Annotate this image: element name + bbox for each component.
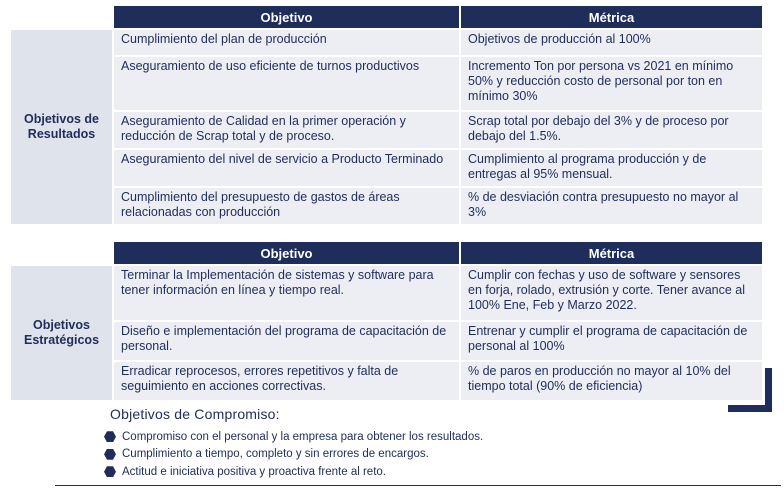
metrica-cell: % de paros en producción no mayor al 10% del tiempo total (90% de eficiencia) bbox=[461, 362, 762, 400]
metrica-cell: Scrap total por debajo del 3% y de proceso por debajo del 1.5%. bbox=[461, 112, 762, 148]
table-row bbox=[11, 322, 762, 360]
table-row bbox=[11, 30, 762, 55]
strategic-objectives-table bbox=[9, 240, 764, 402]
list-item bbox=[104, 463, 604, 481]
metrica-cell: Entrenar y cumplir el programa de capacitación de personal al 100% bbox=[461, 322, 762, 360]
category-objetivos-resultados: Objetivos de Resultados bbox=[11, 30, 112, 224]
commitment-item-text: Cumplimiento a tiempo, completo y sin errores de encargos. bbox=[122, 448, 429, 461]
bottom-divider bbox=[55, 485, 781, 486]
table-row bbox=[11, 57, 762, 110]
hexagon-bullet-icon bbox=[104, 431, 116, 442]
objetivo-cell: Aseguramiento de uso eficiente de turnos productivos bbox=[114, 57, 459, 110]
metrica-cell: Incremento Ton por persona vs 2021 en mínimo 50% y reducción costo de personal por ton en mínimo 30% bbox=[461, 57, 762, 110]
table-row bbox=[11, 266, 762, 320]
table-header bbox=[11, 6, 762, 28]
hexagon-bullet-icon bbox=[104, 449, 116, 460]
objetivo-cell: Terminar la Implementación de sistemas y software para tener información en línea y tiempo real. bbox=[114, 266, 459, 320]
table-row bbox=[11, 112, 762, 148]
header-objetivo: Objetivo bbox=[114, 242, 459, 264]
metrica-cell: % de desviación contra presupuesto no mayor al 3% bbox=[461, 188, 762, 224]
objetivo-cell: Cumplimiento del plan de producción bbox=[114, 30, 459, 55]
objetivo-cell: Aseguramiento de Calidad en la primer operación y reducción de Scrap total y de proceso. bbox=[114, 112, 459, 148]
header-objetivo: Objetivo bbox=[114, 6, 459, 28]
commitment-item-text: Compromiso con el personal y la empresa para obtener los resultados. bbox=[122, 430, 484, 443]
commitment-item-text: Actitud e iniciativa positiva y proactiva frente al reto. bbox=[122, 465, 386, 478]
objetivo-cell: Diseño e implementación del programa de capacitación de personal. bbox=[114, 322, 459, 360]
commitment-title: Objetivos de Compromiso: bbox=[110, 406, 280, 422]
list-item bbox=[104, 446, 604, 464]
corner-bracket-decoration bbox=[728, 368, 772, 412]
hexagon-bullet-icon bbox=[104, 466, 116, 477]
table-header bbox=[11, 242, 762, 264]
objetivo-cell: Aseguramiento del nivel de servicio a Producto Terminado bbox=[114, 150, 459, 186]
table-row bbox=[11, 362, 762, 400]
header-metrica: Métrica bbox=[461, 6, 762, 28]
results-objectives-table bbox=[9, 4, 764, 226]
objetivo-cell: Erradicar reprocesos, errores repetitivos y falta de seguimiento en acciones correctivas. bbox=[114, 362, 459, 400]
category-objetivos-estrategicos: Objetivos Estratégicos bbox=[11, 266, 112, 400]
metrica-cell: Cumplir con fechas y uso de software y sensores en forja, rolado, extrusión y corte. Tener avance al 100% Ene, Feb y Marzo 2022. bbox=[461, 266, 762, 320]
metrica-cell: Objetivos de producción al 100% bbox=[461, 30, 762, 55]
table-row bbox=[11, 188, 762, 224]
objetivo-cell: Cumplimiento del presupuesto de gastos de áreas relacionadas con producción bbox=[114, 188, 459, 224]
commitment-objectives bbox=[104, 406, 604, 481]
list-item bbox=[104, 428, 604, 446]
header-metrica: Métrica bbox=[461, 242, 762, 264]
metrica-cell: Cumplimiento al programa producción y de entregas al 95% mensual. bbox=[461, 150, 762, 186]
header-spacer bbox=[11, 6, 112, 28]
header-spacer bbox=[11, 242, 112, 264]
table-row bbox=[11, 150, 762, 186]
